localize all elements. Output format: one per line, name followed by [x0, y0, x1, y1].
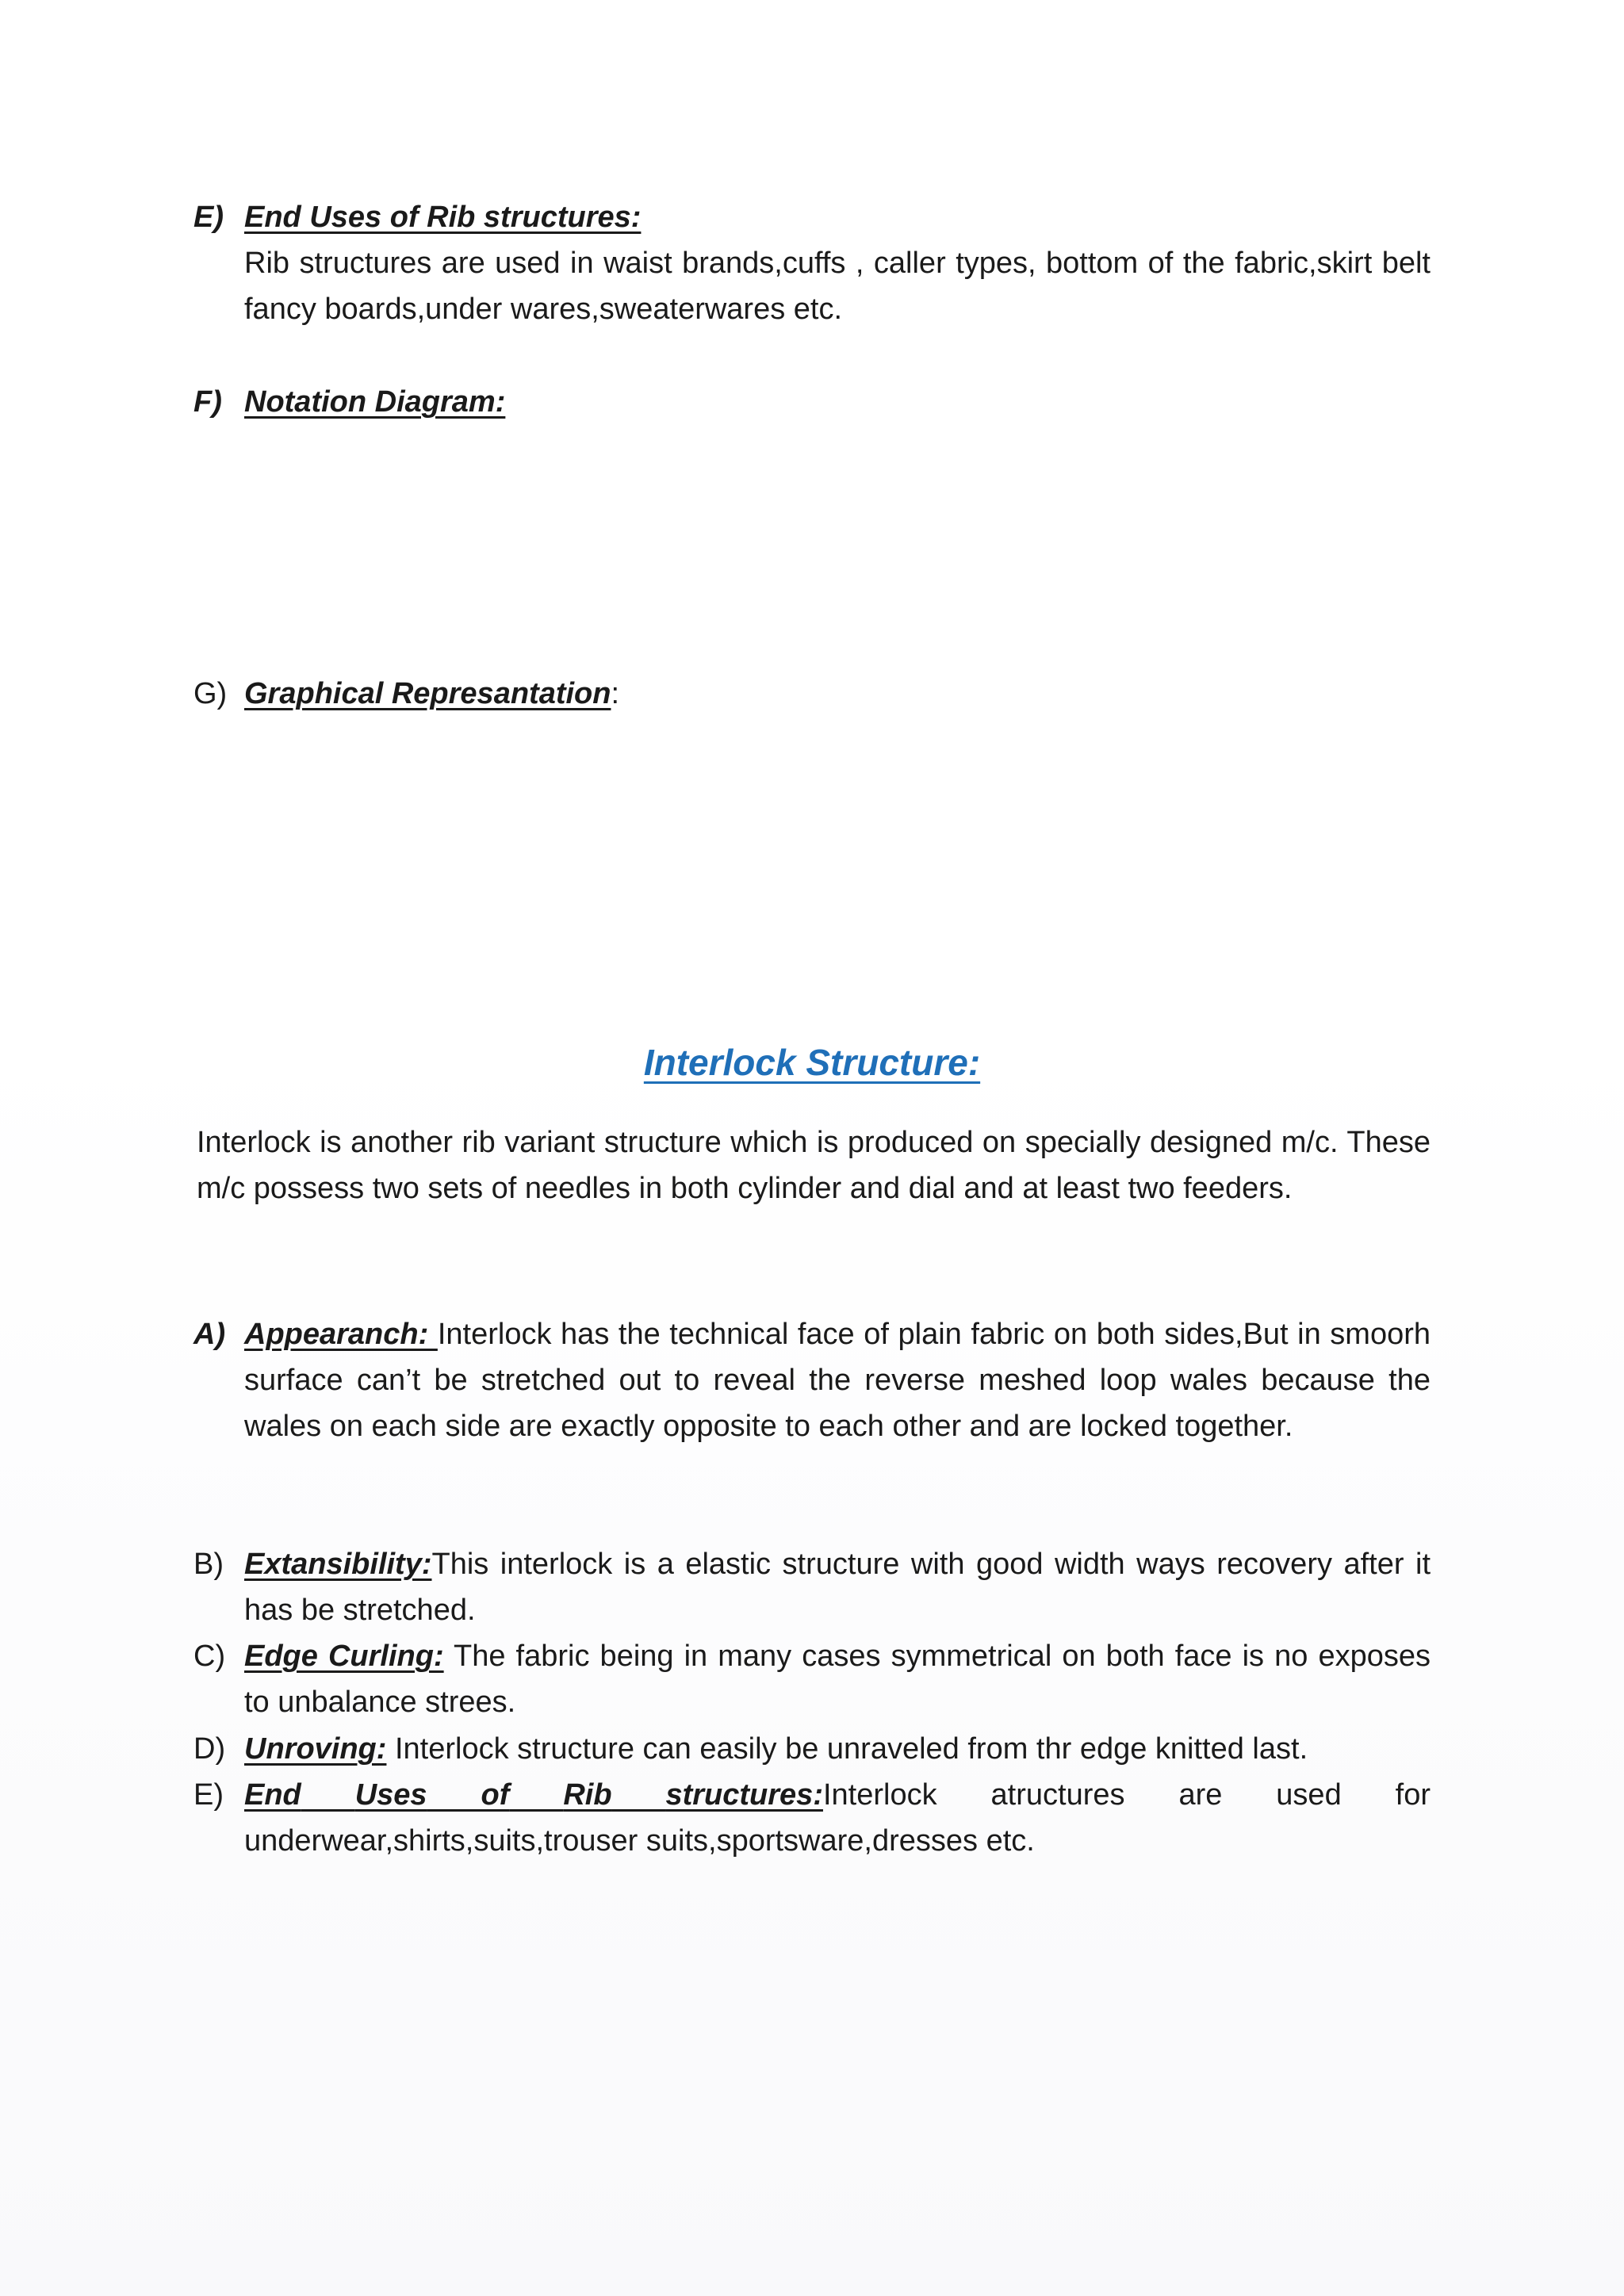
- item-first-line: [244, 1772, 1431, 1818]
- item-word: Interlock: [822, 1778, 937, 1812]
- item-word: atructures: [990, 1778, 1125, 1812]
- item-text-line2: underwear,shirts,suits,trouser suits,sportsware,dresses etc.: [244, 1824, 1035, 1858]
- interlock-item-unroving: [193, 1726, 1431, 1772]
- item-heading: [244, 1778, 823, 1812]
- section-heading: Notation Diagram:: [244, 385, 506, 419]
- item-heading: Appearanch:: [244, 1318, 438, 1351]
- heading-word: Rib: [563, 1778, 612, 1812]
- item-word: for: [1395, 1778, 1431, 1812]
- item-text: This interlock is a elastic structure with good width ways recovery after it has be stretched.: [244, 1548, 1431, 1627]
- item-text: Interlock structure can easily be unraveled from thr edge knitted last.: [386, 1732, 1308, 1766]
- item-marker: A): [193, 1318, 226, 1351]
- section-marker: E): [193, 201, 224, 234]
- item-word: are: [1178, 1778, 1223, 1812]
- heading-word: structures:: [665, 1778, 823, 1812]
- section-notation-diagram: [193, 379, 1431, 425]
- section-end-uses-rib: [193, 194, 1431, 332]
- item-marker: E): [193, 1778, 224, 1812]
- section-marker: F): [193, 385, 222, 419]
- interlock-item-edge-curling: [193, 1633, 1431, 1725]
- item-marker: D): [193, 1732, 226, 1766]
- item-heading: Extansibility:: [244, 1548, 432, 1581]
- section-graphical-representation: [193, 671, 1431, 717]
- section-heading: End Uses of Rib structures:: [244, 201, 642, 234]
- interlock-item-appearance: [193, 1311, 1431, 1449]
- item-text: Interlock has the technical face of plain fabric on both sides,But in smoorh surface can’t be stretched out to reveal the reverse meshed loop wales because the wales on each side are exactly opposite to each other and are locked together.: [244, 1318, 1431, 1443]
- heading-colon: :: [611, 677, 620, 710]
- section-marker: G): [193, 677, 228, 710]
- interlock-item-extensibility: [193, 1541, 1431, 1633]
- item-text: The fabric being in many cases symmetrical on both face is no exposes to unbalance strees.: [244, 1640, 1431, 1719]
- heading-word: Uses: [354, 1778, 427, 1812]
- item-marker: C): [193, 1640, 226, 1673]
- heading-word: of: [481, 1778, 510, 1812]
- item-word: used: [1276, 1778, 1342, 1812]
- interlock-intro: Interlock is another rib variant structure which is produced on specially designed m/c. These m/c possess two sets of needles in both cylinder and dial and at least two feeders.: [197, 1126, 1431, 1205]
- item-marker: B): [193, 1548, 224, 1581]
- section-body: Rib structures are used in waist brands,cuffs , caller types, bottom of the fabric,skirt belt fancy boards,under wares,sweaterwares etc.: [244, 247, 1431, 326]
- heading-word: End: [244, 1778, 301, 1812]
- item-heading: Edge Curling:: [244, 1640, 444, 1673]
- section-heading: Graphical Represantation: [244, 677, 611, 710]
- interlock-title: Interlock Structure:: [643, 1042, 981, 1083]
- item-heading: Unroving:: [244, 1732, 387, 1766]
- interlock-item-end-uses: [193, 1772, 1431, 1864]
